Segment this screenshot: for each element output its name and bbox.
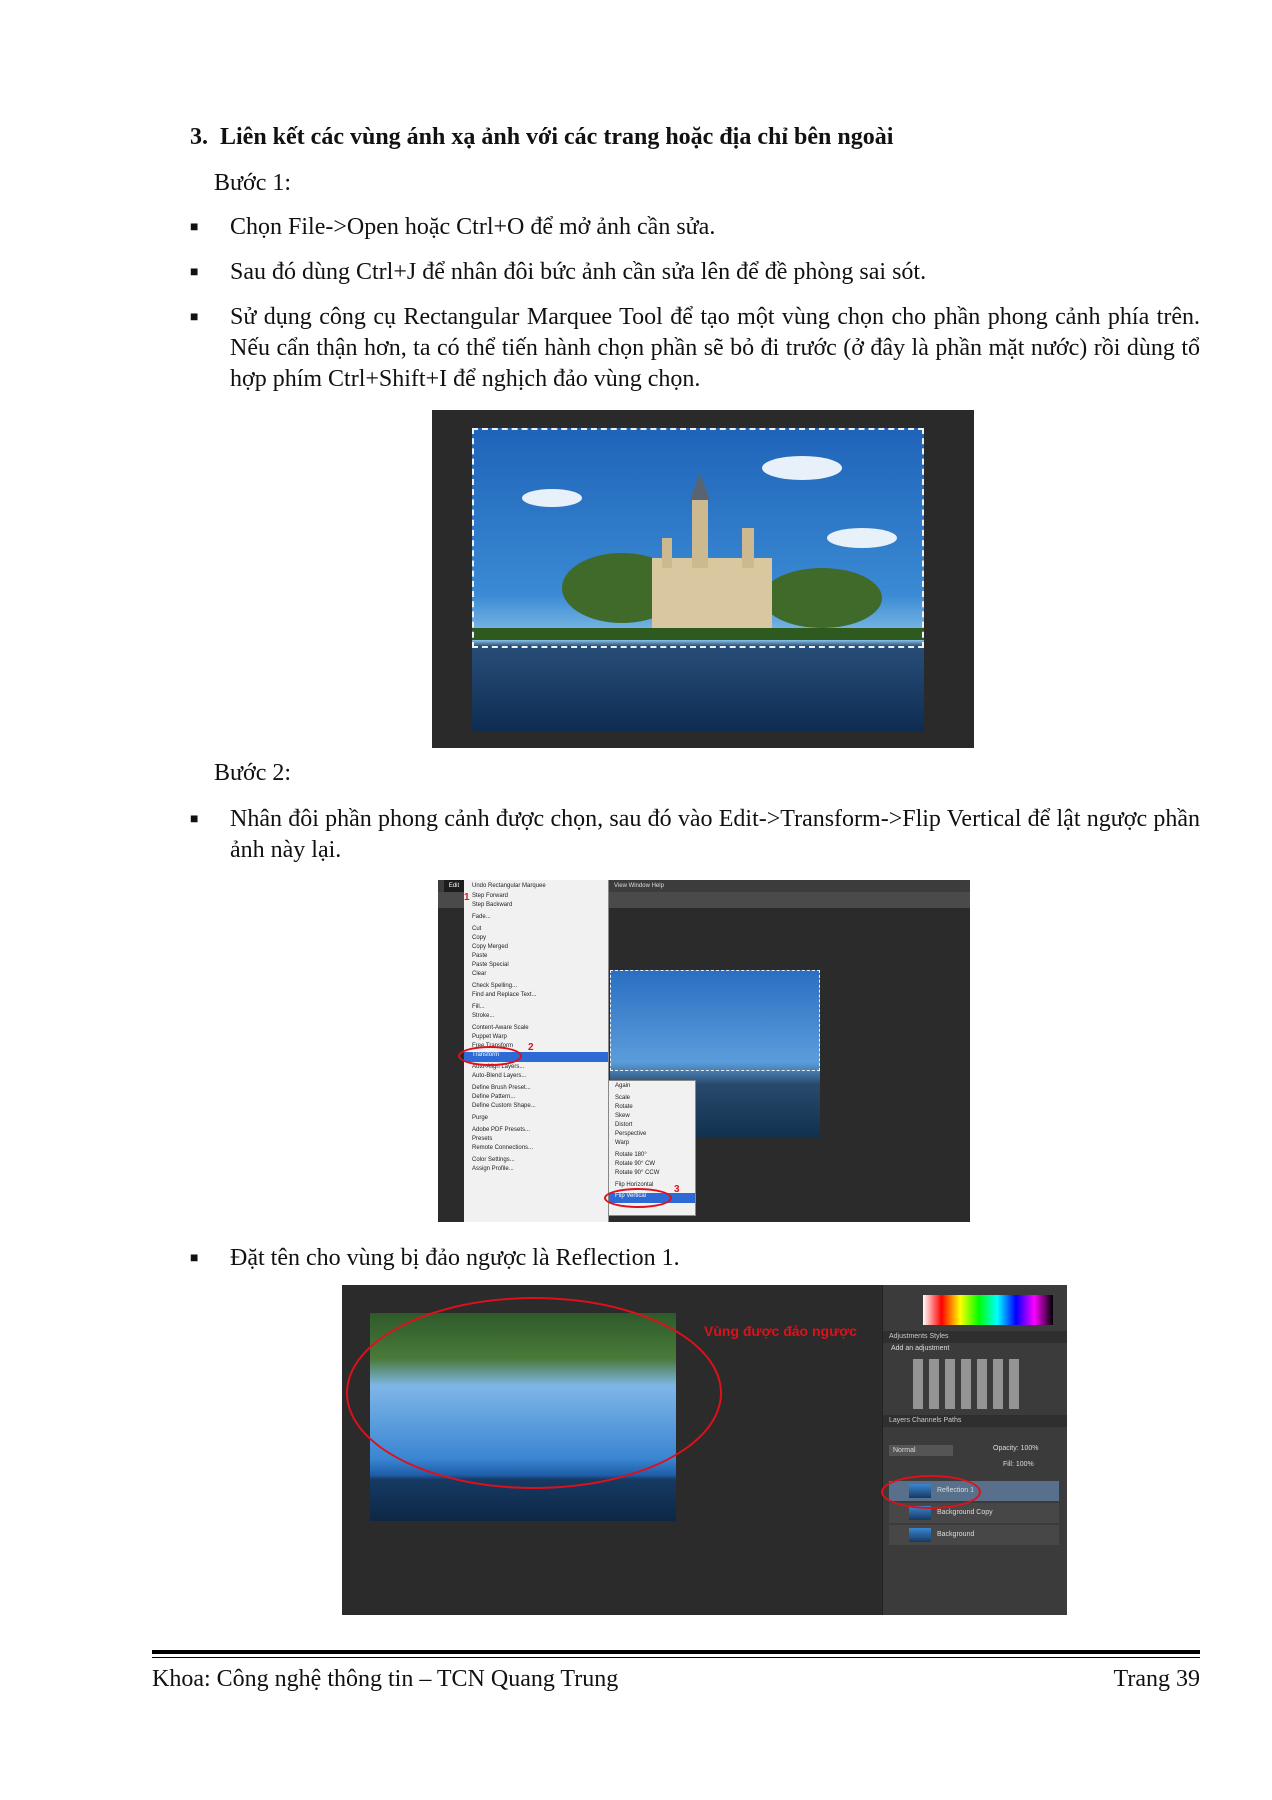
menu-item[interactable]: Clear [472, 971, 487, 977]
menu-item[interactable]: Content-Aware Scale [472, 1025, 529, 1031]
bullet-text: Nhân đôi phần phong cảnh được chọn, sau đó vào Edit->Transform->Flip Vertical để lật ngược phần ảnh này lại. [230, 806, 1200, 863]
submenu-item[interactable]: Flip Horizontal [615, 1182, 654, 1188]
submenu-item[interactable]: Distort [615, 1122, 633, 1128]
layers-tabs[interactable]: Layers Channels Paths [883, 1415, 1067, 1427]
menu-item-label: Transform [472, 1052, 500, 1058]
bullet-item [190, 212, 1200, 243]
menu-item[interactable]: Copy Merged [472, 944, 509, 950]
menu-item[interactable]: Assign Profile... [472, 1166, 514, 1172]
step-1-label: Bước 1: [214, 170, 292, 196]
menu-item[interactable]: Define Pattern... [472, 1094, 516, 1100]
bullet-icon: ■ [190, 812, 199, 827]
footer-rule [152, 1650, 1200, 1654]
menu-item[interactable]: Adobe PDF Presets... [472, 1127, 531, 1133]
menu-item[interactable]: Paste [472, 953, 488, 959]
layer-row[interactable] [889, 1525, 1059, 1545]
layer-thumbnail [909, 1528, 931, 1542]
menu-item[interactable]: Cut [472, 926, 482, 932]
submenu-item[interactable]: Rotate 90° CCW [615, 1170, 660, 1176]
menu-item[interactable]: Copy [472, 935, 487, 941]
adjustments-subtitle: Add an adjustment [891, 1345, 950, 1352]
submenu-item[interactable]: Perspective [615, 1131, 647, 1137]
footer-department: Khoa: Công nghệ thông tin – TCN Quang Trung [152, 1666, 619, 1692]
menu-item[interactable]: Step Forward [472, 893, 509, 899]
page-number: Trang 39 [1113, 1666, 1200, 1692]
bullet-icon: ■ [190, 310, 199, 325]
bullet-icon: ■ [190, 265, 199, 280]
menu-item[interactable]: Auto-Blend Layers... [472, 1073, 527, 1079]
layer-name: Background [937, 1531, 975, 1538]
submenu-item[interactable]: Warp [615, 1140, 630, 1146]
highlight-ring [604, 1188, 672, 1208]
step-marker: 3 [674, 1184, 680, 1195]
bullet-item [190, 804, 1200, 866]
step-marker: 1 [464, 892, 470, 903]
menu-item[interactable]: Free Transform [472, 1043, 514, 1049]
menu-item[interactable]: Stroke... [472, 1013, 495, 1019]
menu-item[interactable]: Fill... [472, 1004, 485, 1010]
figure-edit-menu [438, 880, 970, 1222]
menu-item[interactable]: Color Settings... [472, 1157, 515, 1163]
submenu-item[interactable]: Rotate 180° [615, 1152, 647, 1158]
menu-item[interactable]: Paste Special [472, 962, 509, 968]
menu-item[interactable]: Puppet Warp [472, 1034, 507, 1040]
submenu-item[interactable]: Rotate [615, 1104, 633, 1110]
menu-item[interactable]: Fade... [472, 914, 491, 920]
selection-outline [610, 970, 820, 1071]
highlight-ring [346, 1297, 722, 1489]
blend-mode-select[interactable]: Normal [889, 1445, 953, 1456]
menu-item[interactable]: Remote Connections... [472, 1145, 534, 1151]
step-2-label: Bước 2: [214, 760, 292, 786]
menu-item[interactable]: Undo Rectangular Marquee [472, 883, 546, 889]
bullet-item [190, 257, 1200, 288]
highlight-ring [458, 1046, 522, 1066]
submenu-item[interactable]: Scale [615, 1095, 631, 1101]
opacity-field[interactable]: Opacity: 100% [993, 1445, 1039, 1452]
layer-name: Reflection 1 [937, 1487, 974, 1494]
color-ramp[interactable] [923, 1295, 1053, 1325]
menu-item[interactable]: Purge [472, 1115, 489, 1121]
layer-name: Background Copy [937, 1509, 993, 1516]
footer-rule [152, 1657, 1200, 1658]
bullet-item [190, 302, 1200, 395]
menu-bar-items: View Window Help [614, 883, 664, 889]
bullet-text: Sử dụng công cụ Rectangular Marquee Tool để tạo một vùng chọn cho phần phong cảnh phía trên. Nếu cẩn thận hơn, ta có thể tiến hành chọn phần sẽ bỏ đi trước (ở đây là phần mặt nước) rồi dùng tổ hợp phím Ctrl+Shift+I để nghịch đảo vùng chọn. [230, 304, 1200, 392]
bullet-icon: ■ [190, 1251, 199, 1266]
submenu-item[interactable]: Skew [615, 1113, 630, 1119]
adjustment-icons[interactable] [913, 1359, 1023, 1409]
figure-reflection-layer [342, 1285, 1066, 1615]
menu-item[interactable]: Auto-Align Layers... [472, 1064, 525, 1070]
bullet-text: Chọn File->Open hoặc Ctrl+O để mở ảnh cần sửa. [230, 214, 716, 240]
fill-field[interactable]: Fill: 100% [1003, 1461, 1034, 1468]
menu-item[interactable]: Step Backward [472, 902, 513, 908]
side-panel [882, 1285, 1067, 1615]
submenu-item[interactable]: Rotate 90° CW [615, 1161, 656, 1167]
bullet-text: Đặt tên cho vùng bị đảo ngược là Reflection 1. [230, 1245, 680, 1271]
menu-item[interactable]: Define Custom Shape... [472, 1103, 536, 1109]
bullet-item [190, 1243, 1200, 1274]
bullet-icon: ■ [190, 220, 199, 235]
bullet-text: Sau đó dùng Ctrl+J để nhân đôi bức ảnh cần sửa lên để đề phòng sai sót. [230, 259, 927, 285]
submenu-item-label: Flip Vertical [615, 1193, 647, 1199]
menu-item[interactable]: Define Brush Preset... [472, 1085, 531, 1091]
step-marker: 2 [528, 1042, 534, 1053]
menu-item[interactable]: Presets [472, 1136, 493, 1142]
menu-item[interactable]: Check Spelling... [472, 983, 518, 989]
flipped-region-caption: Vùng được đảo ngược [704, 1323, 857, 1339]
highlight-ring [881, 1475, 981, 1509]
section-heading: 3. Liên kết các vùng ánh xạ ảnh với các trang hoặc địa chỉ bên ngoài [190, 124, 894, 150]
menu-item[interactable]: Find and Replace Text... [472, 992, 537, 998]
figure-marquee-selection [432, 410, 974, 748]
marquee-selection [472, 428, 924, 648]
edit-menu-tab[interactable]: Edit [444, 880, 464, 892]
submenu-item[interactable]: Again [615, 1083, 631, 1089]
adjustments-tabs[interactable]: Adjustments Styles [883, 1331, 1067, 1343]
